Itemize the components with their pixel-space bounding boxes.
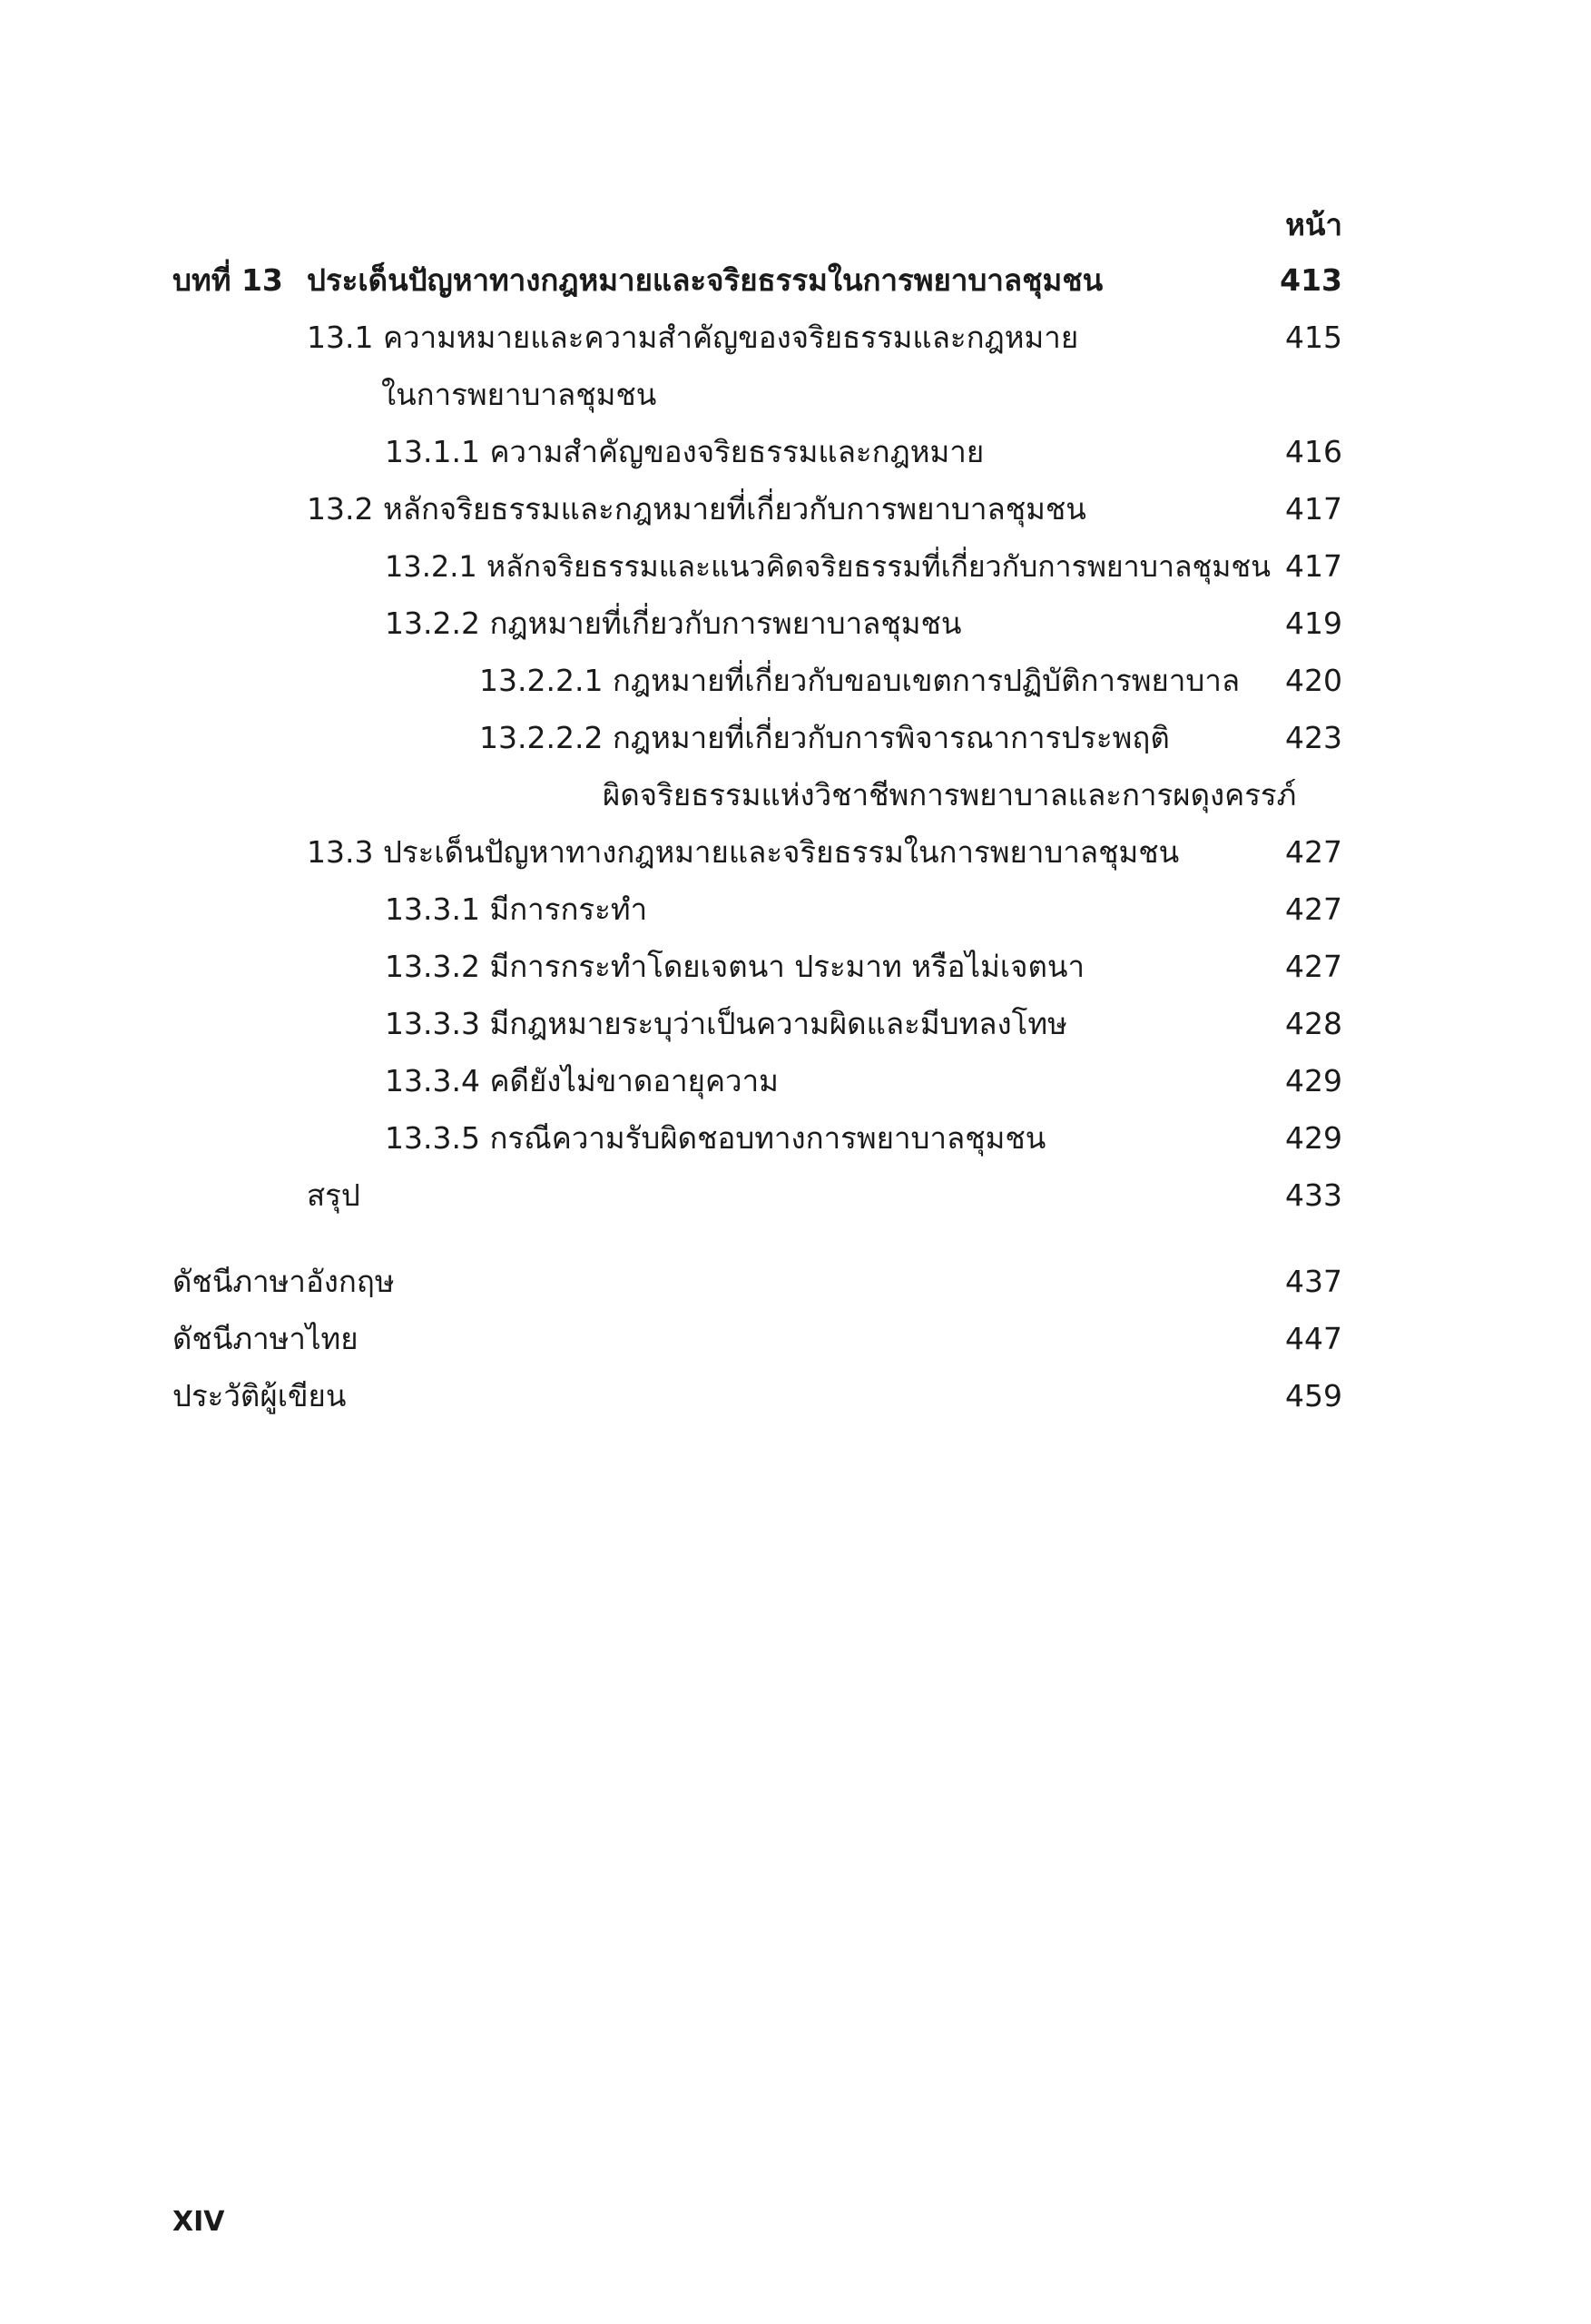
toc-entry-13-3-3: 13.3.3 มีกฎหมายระบุว่าเป็นความผิดและมีบทลงโทษ — [385, 1006, 1067, 1041]
toc-entry-page: 415 — [1285, 320, 1342, 355]
toc-entry-13-2-1: 13.2.1 หลักจริยธรรมและแนวคิดจริยธรรมที่เกี่ยวกับการพยาบาลชุมชน — [385, 549, 1271, 584]
toc-entry-page: 420 — [1285, 663, 1342, 698]
page-column-label: หน้า — [1285, 207, 1342, 242]
toc-entry-page: 427 — [1285, 949, 1342, 984]
toc-entry-summary: สรุป — [307, 1177, 360, 1213]
toc-entry-thai-index: ดัชนีภาษาไทย — [172, 1321, 358, 1356]
toc-entry-13-2-2-2: 13.2.2.2 กฎหมายที่เกี่ยวกับการพิจารณาการประพฤติ — [479, 720, 1170, 755]
toc-entry-13-1-cont: ในการพยาบาลชุมชน — [381, 377, 657, 412]
toc-entry-page: 428 — [1285, 1006, 1342, 1041]
chapter-prefix: บทที่ 13 — [172, 262, 283, 298]
toc-entry-page: 427 — [1285, 891, 1342, 927]
toc-entry-13-3-5: 13.3.5 กรณีความรับผิดชอบทางการพยาบาลชุมชน — [385, 1120, 1046, 1156]
toc-entry-13-1: 13.1 ความหมายและความสำคัญของจริยธรรมและกฎหมาย — [307, 320, 1079, 355]
toc-entry-page: 447 — [1285, 1321, 1342, 1356]
toc-entry-page: 416 — [1285, 434, 1342, 469]
toc-entry-13-3: 13.3 ประเด็นปัญหาทางกฎหมายและจริยธรรมในการพยาบาลชุมชน — [307, 834, 1180, 870]
toc-entry-page: 429 — [1285, 1063, 1342, 1098]
toc-entry-13-3-4: 13.3.4 คดียังไม่ขาดอายุความ — [385, 1063, 779, 1098]
toc-entry-page: 417 — [1285, 491, 1342, 527]
toc-entry-page: 419 — [1285, 606, 1342, 641]
toc-entry-13-3-1: 13.3.1 มีการกระทำ — [385, 891, 648, 927]
toc-entry-13-1-1: 13.1.1 ความสำคัญของจริยธรรมและกฎหมาย — [385, 434, 985, 469]
toc-entry-author-bio: ประวัติผู้เขียน — [172, 1378, 347, 1413]
toc-entry-english-index: ดัชนีภาษาอังกฤษ — [172, 1264, 395, 1299]
toc-entry-13-3-2: 13.3.2 มีการกระทำโดยเจตนา ประมาท หรือไม่เจตนา — [385, 949, 1085, 984]
toc-entry-13-2-2-1: 13.2.2.1 กฎหมายที่เกี่ยวกับขอบเขตการปฏิบัติการพยาบาล — [479, 663, 1241, 698]
toc-entry-13-2-2: 13.2.2 กฎหมายที่เกี่ยวกับการพยาบาลชุมชน — [385, 606, 962, 641]
toc-entry-page: 427 — [1285, 834, 1342, 870]
toc-entry-page: 423 — [1285, 720, 1342, 755]
chapter-page: 413 — [1280, 262, 1342, 298]
toc-entry-13-2: 13.2 หลักจริยธรรมและกฎหมายที่เกี่ยวกับการพยาบาลชุมชน — [307, 491, 1086, 527]
toc-entry-page: 437 — [1285, 1264, 1342, 1299]
toc-entry-page: 433 — [1285, 1177, 1342, 1213]
toc-entry-page: 459 — [1285, 1378, 1342, 1413]
page-number: XIV — [172, 2206, 225, 2238]
toc-entry-13-2-2-2-cont: ผิดจริยธรรมแห่งวิชาชีพการพยาบาลและการผดุงครรภ์ — [603, 777, 1297, 812]
chapter-title: ประเด็นปัญหาทางกฎหมายและจริยธรรมในการพยาบาลชุมชน — [307, 262, 1104, 298]
toc-entry-page: 417 — [1285, 548, 1342, 584]
toc-entry-page: 429 — [1285, 1120, 1342, 1156]
